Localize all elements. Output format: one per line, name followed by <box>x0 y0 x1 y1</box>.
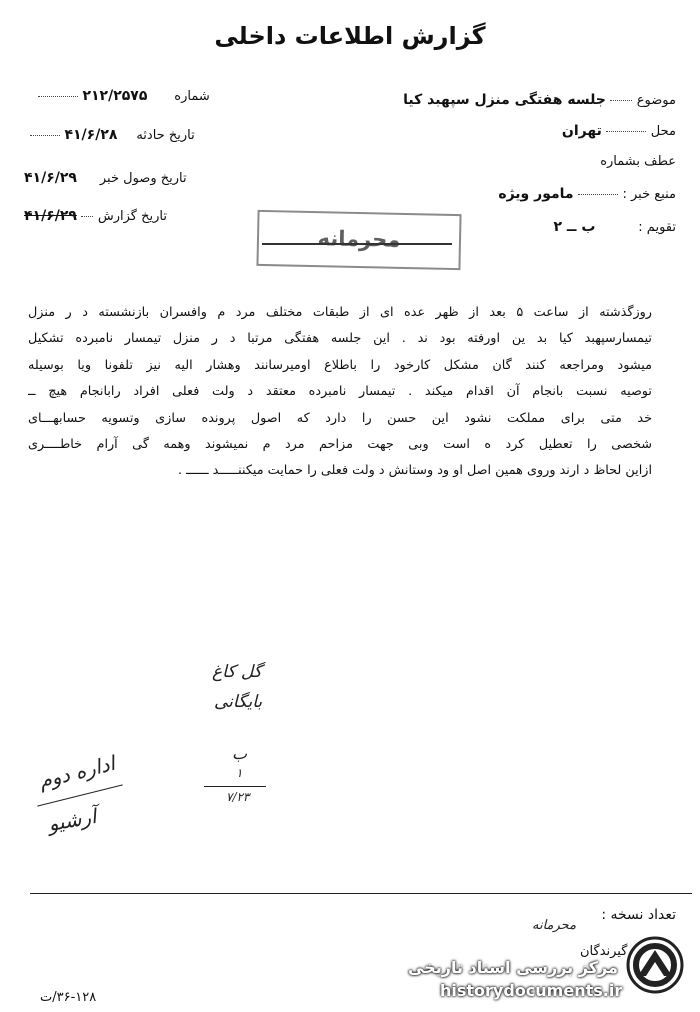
copies-handwriting: محرمانه <box>532 918 577 933</box>
place-label: محل <box>650 124 676 139</box>
document-title: گزارش اطلاعات داخلی <box>214 22 486 50</box>
incident-date-value: ۴۱/۶/۲۸ <box>64 127 118 143</box>
report-body <box>28 300 652 485</box>
reference-label: عطف بشماره <box>600 154 676 169</box>
handwritten-archive: آرشیو <box>46 803 99 837</box>
number-row <box>38 88 210 104</box>
copies-label: تعداد نسخه : <box>601 907 676 923</box>
handwritten-department: اداره دوم <box>36 750 118 794</box>
body-line: روزگذشته از ساعت ۵ بعد از ظهر عده ای از طبقات مختلف مرد م وافسران بازنشسته د ر منزل <box>28 305 652 320</box>
report-date-row <box>24 208 167 224</box>
place-value: تهران <box>561 123 602 139</box>
number-label: شماره <box>174 89 210 104</box>
subject-row <box>403 92 676 108</box>
report-date-label: تاریخ گزارش <box>97 209 167 224</box>
body-line: تیمسارسپهبد کیا بد ین اورفته بود ند . این جلسه هفتگی مرتبا د ر منزل تیمسار نامبرده تشکیل <box>28 331 652 347</box>
watermark-name: مرکز بررسی اسناد تاریخی <box>408 958 618 977</box>
footer-divider <box>30 893 692 894</box>
receipt-date-value: ۴۱/۶/۲۹ <box>24 170 77 186</box>
place-row <box>562 123 676 139</box>
body-line: خد متی برای مملکت نشود این حسن را دارد که اصول پرونده سازی وتسویه حسابهـــای <box>28 410 652 426</box>
reference-row <box>600 153 676 169</box>
rating-label: تقویم : <box>638 220 676 235</box>
watermark-url: historydocuments.ir <box>440 981 623 1000</box>
receipt-date-label: تاریخ وصول خبر <box>99 171 187 186</box>
handwritten-note-1: گل کاغ <box>212 662 262 682</box>
center-logo-icon <box>626 936 684 994</box>
report-date-value: ۴۱/۶/۲۹ <box>24 208 77 224</box>
number-value: ۲۱۲/۲۵۷۵ <box>82 88 148 104</box>
receipt-date-row <box>24 170 187 186</box>
incident-date-row <box>30 127 195 143</box>
handwritten-rule <box>204 786 266 787</box>
source-label: منبع خبر : <box>622 187 676 202</box>
handwritten-number: ۱ <box>236 766 243 780</box>
rating-value: ب ــ ۲ <box>553 219 596 235</box>
source-value: مامور ویژه <box>498 186 574 202</box>
stamp-underline <box>262 243 452 245</box>
subject-value: جلسه هفتگی منزل سپهبد کیا <box>403 92 606 108</box>
confidential-stamp <box>256 210 461 270</box>
stamp-text: محرمانه <box>317 226 401 252</box>
recipients-label: گیرندگان <box>580 944 628 959</box>
subject-label: موضوع <box>636 93 676 108</box>
body-line: شخصی را تعطیل کرد ه است وبی جهت مزاحم مرد م نمیشوند وهمه گی آرام خاطــــری <box>28 437 652 453</box>
incident-date-label: تاریخ حادثه <box>136 128 195 143</box>
body-line: ازاین لحاظ د ارند وروی همین اصل او ود وستانش د ولت فعلی را حمایت میکننـــــد ــــــ . <box>177 463 652 479</box>
handwritten-date: ۷/۲۳ <box>226 790 250 804</box>
source-row <box>498 186 676 202</box>
file-code: ۳۶-۱۲۸/ت <box>40 990 97 1005</box>
rating-row <box>553 219 676 235</box>
body-line: میشود ومراجعه کنند گان مشکل کارخود را باطلاع اومیرسانند وهشار الیه نیز تلفونا ویا بوسیله <box>28 357 652 373</box>
handwritten-initial: ب <box>232 744 248 763</box>
handwritten-note-2: بایگانی <box>214 692 263 712</box>
body-line: توصیه نسبت بانجام آن اقدام میکند . تیمسار نامبرده معتقد د ولت فعلی افراد رابانجام هیچ ــ <box>28 384 652 400</box>
